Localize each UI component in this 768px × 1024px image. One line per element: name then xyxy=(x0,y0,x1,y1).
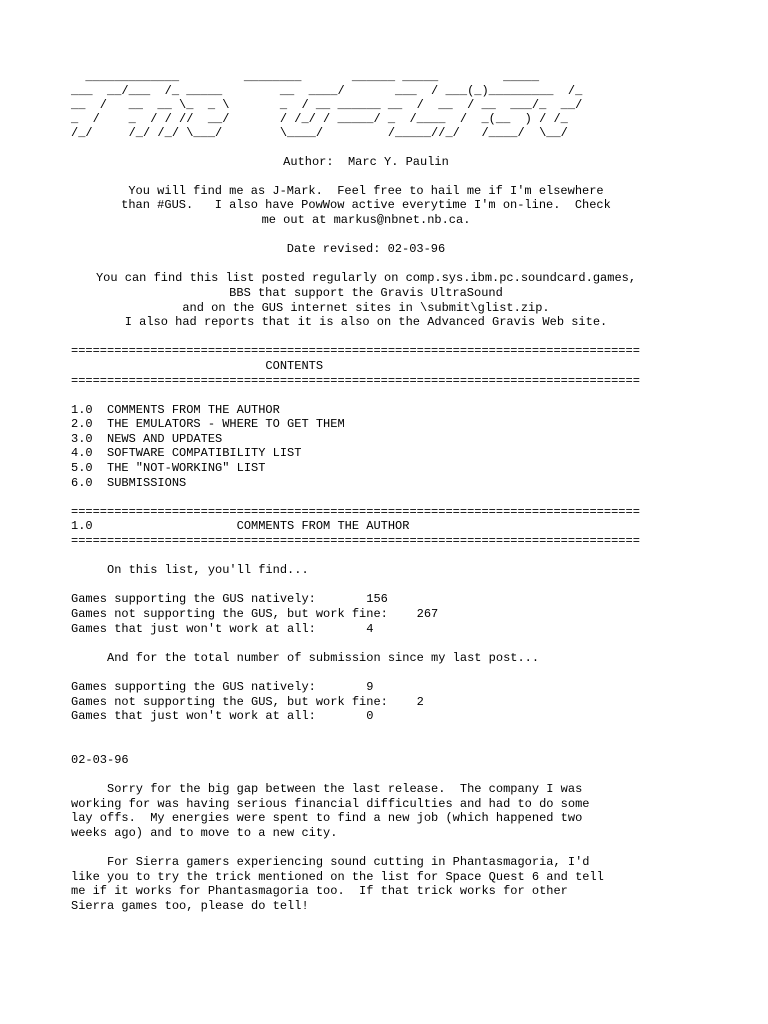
availability-line: and on the GUS internet sites in \submit\glist.zip. xyxy=(182,300,550,315)
stats-line: Games supporting the GUS natively: 156 xyxy=(71,592,388,607)
stats-new-intro: And for the total number of submission since my last post... xyxy=(71,650,540,665)
banner-line: _____________ ________ ______ _____ _____ xyxy=(71,70,540,84)
paragraph-line: working for was having serious financial difficulties and had to do some xyxy=(71,796,590,811)
paragraph-line: weeks ago) and to move to a new city. xyxy=(71,825,338,840)
banner-line: _ / _ / / // __/ / /_/ / _____/ _ /____ / _(__ ) / /_ xyxy=(71,112,568,126)
paragraph-line: Sierra games too, please do tell! xyxy=(71,898,309,913)
availability-line: You can find this list posted regularly on comp.sys.ibm.pc.soundcard.games, xyxy=(95,271,637,286)
contents-list xyxy=(71,403,761,491)
availability-line: BBS that support the Gravis UltraSound xyxy=(229,285,503,300)
ascii-banner xyxy=(71,70,761,140)
stats-line: Games supporting the GUS natively: 9 xyxy=(71,679,374,694)
divider-rule: =============================================================================== xyxy=(71,504,640,519)
document xyxy=(71,70,761,913)
availability-line: I also had reports that it is also on the Advanced Gravis Web site. xyxy=(124,315,608,330)
divider-rule: =============================================================================== xyxy=(71,344,640,359)
author-line: Author: Marc Y. Paulin xyxy=(283,154,449,169)
contents-item: 2.0 THE EMULATORS - WHERE TO GET THEM xyxy=(71,417,345,432)
contents-item: 3.0 NEWS AND UPDATES xyxy=(71,431,223,446)
paragraph-line: like you to try the trick mentioned on the list for Space Quest 6 and tell xyxy=(71,869,604,884)
paragraph-line: For Sierra gamers experiencing sound cutting in Phantasmagoria, I'd xyxy=(71,855,590,870)
intro-line: than #GUS. I also have PowWow active everytime I'm on-line. Check xyxy=(121,198,611,213)
intro-line: You will find me as J-Mark. Feel free to hail me if I'm elsewhere xyxy=(128,183,604,198)
contents-item: 4.0 SOFTWARE COMPATIBILITY LIST xyxy=(71,446,302,461)
stats-line: Games that just won't work at all: 0 xyxy=(71,709,374,724)
contents-item: 5.0 THE "NOT-WORKING" LIST xyxy=(71,461,266,476)
paragraph-line: Sorry for the big gap between the last release. The company I was xyxy=(71,782,583,797)
stats-line: Games that just won't work at all: 4 xyxy=(71,621,374,636)
entry-date: 02-03-96 xyxy=(71,752,129,767)
intro-line: me out at markus@nbnet.nb.ca. xyxy=(261,212,471,227)
paragraph-line: lay offs. My energies were spent to find a new job (which happened two xyxy=(71,811,583,826)
divider-rule: =============================================================================== xyxy=(71,534,640,549)
banner-line: /_/ /_/ /_/ \___/ \____/ /_____//_/ /____/ \__/ xyxy=(71,126,568,140)
stats-line: Games not supporting the GUS, but work fine: 2 xyxy=(71,694,424,709)
stats-intro: On this list, you'll find... xyxy=(71,563,309,578)
divider-rule: =============================================================================== xyxy=(71,373,640,388)
section-heading: 1.0 COMMENTS FROM THE AUTHOR xyxy=(71,519,410,534)
date-revised: Date revised: 02-03-96 xyxy=(286,242,446,257)
stats-line: Games not supporting the GUS, but work fine: 267 xyxy=(71,607,439,621)
banner-line: ___ __/___ /_ _____ __ ____/ ___ / ___(_)_________ /_ xyxy=(71,84,583,98)
contents-heading: CONTENTS xyxy=(71,358,324,373)
banner-line: __ / __ __ \_ _ \ _ / __ ______ __ / __ / __ ___/_ __/ xyxy=(71,98,583,112)
paragraph-line: me if it works for Phantasmagoria too. If that trick works for other xyxy=(71,884,568,899)
contents-item: 6.0 SUBMISSIONS xyxy=(71,475,187,490)
contents-item: 1.0 COMMENTS FROM THE AUTHOR xyxy=(71,402,280,417)
